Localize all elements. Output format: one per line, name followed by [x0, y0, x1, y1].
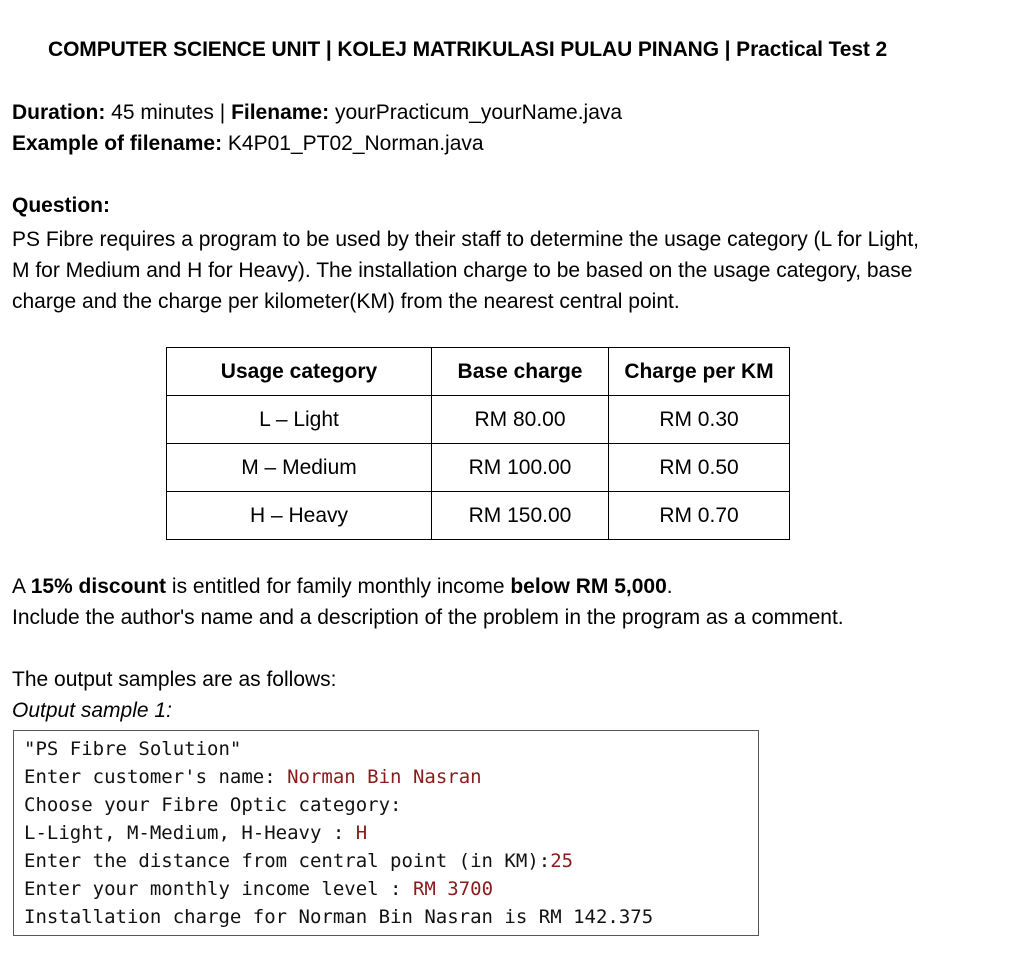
table-cell: RM 150.00 — [432, 492, 609, 540]
console-prompt: Enter the distance from central point (in KM): — [24, 850, 551, 872]
console-prompt: Enter your monthly income level : — [24, 878, 413, 900]
output-sample-label: Output sample 1: — [12, 699, 172, 722]
console-line — [24, 847, 758, 875]
table-cell: RM 80.00 — [432, 396, 609, 444]
console-line — [24, 875, 758, 903]
example-line — [12, 132, 484, 156]
table-row — [167, 396, 790, 444]
console-line — [24, 819, 758, 847]
question-label: Question: — [12, 194, 110, 217]
console-prompt: Enter customer's name: — [24, 766, 288, 788]
console-user-input: H — [355, 822, 368, 844]
discount-middle: is entitled for family monthly income — [166, 575, 511, 598]
table-cell: L – Light — [167, 396, 432, 444]
console-prompt: L-Light, M-Medium, H-Heavy : — [24, 822, 356, 844]
console-user-input: 25 — [550, 850, 574, 872]
console-user-input: Norman Bin Nasran — [287, 766, 482, 788]
table-cell: H – Heavy — [167, 492, 432, 540]
console-line: Installation charge for Norman Bin Nasran is RM 142.375 — [24, 906, 654, 928]
console-output — [13, 730, 759, 936]
comment-note: Include the author's name and a description of the problem in the program as a comment. — [12, 606, 844, 629]
question-text: PS Fibre requires a program to be used by their staff to determine the usage category (L for Light, M for Medium and H for Heavy). The installation charge to be based on the usage category, base charge and the charge per kilometer(KM) from the nearest central point. — [12, 228, 919, 313]
filename-value: yourPracticum_yourName.java — [334, 101, 623, 124]
income-threshold: below RM 5,000 — [510, 575, 667, 598]
duration-line — [12, 101, 622, 125]
table-cell: M – Medium — [167, 444, 432, 492]
table-cell: RM 0.30 — [609, 396, 790, 444]
console-line: "PS Fibre Solution" — [24, 738, 242, 760]
console-line — [24, 763, 758, 791]
console-user-input: RM 3700 — [412, 878, 494, 900]
output-intro: The output samples are as follows: — [12, 668, 337, 691]
discount-rate: 15% discount — [30, 575, 167, 598]
table-header-cell: Base charge — [432, 348, 609, 396]
discount-prefix: A — [12, 575, 31, 598]
example-value: K4P01_PT02_Norman.java — [227, 132, 484, 155]
table-cell: RM 100.00 — [432, 444, 609, 492]
example-label: Example of filename: — [12, 132, 223, 155]
console-line: Choose your Fibre Optic category: — [24, 794, 402, 816]
duration-value: 45 minutes — [111, 101, 214, 124]
table-cell: RM 0.70 — [609, 492, 790, 540]
discount-line — [12, 575, 673, 599]
table-header-row — [167, 348, 790, 396]
table-row — [167, 492, 790, 540]
discount-suffix: . — [666, 575, 673, 598]
duration-label: Duration: — [12, 101, 106, 124]
table-header-cell: Usage category — [167, 348, 432, 396]
table-header-cell: Charge per KM — [609, 348, 790, 396]
usage-category-table — [166, 347, 790, 540]
table-cell: RM 0.50 — [609, 444, 790, 492]
page-title: COMPUTER SCIENCE UNIT | KOLEJ MATRIKULASI PULAU PINANG | Practical Test 2 — [48, 38, 888, 61]
table-row — [167, 444, 790, 492]
filename-label: Filename: — [231, 101, 330, 124]
separator: | — [219, 101, 226, 124]
question-heading — [12, 194, 110, 218]
